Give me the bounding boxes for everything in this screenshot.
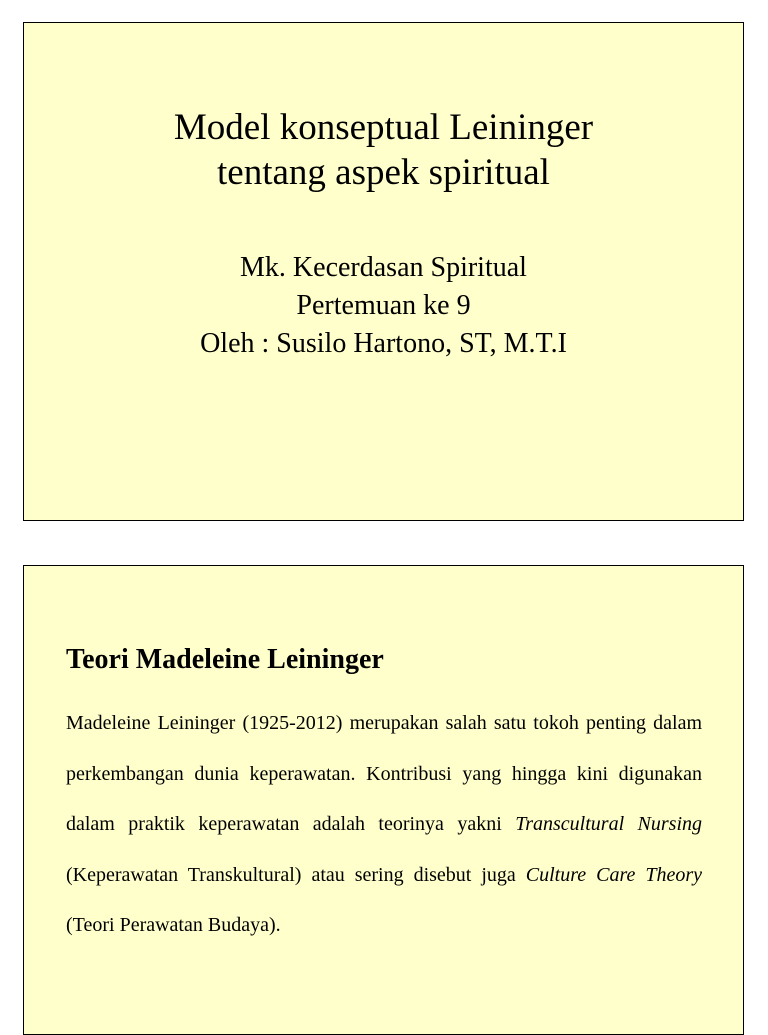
slide-title: [24, 105, 743, 195]
title-line-1: Model konseptual Leininger: [173, 107, 594, 148]
paragraph-text-2: (Keperawatan Transkultural) atau sering disebut juga: [66, 863, 526, 886]
paragraph-text-3: (Teori Perawatan Budaya).: [66, 914, 281, 936]
title-line-2: tentang aspek spiritual: [217, 152, 550, 193]
course-name: Mk. Kecerdasan Spiritual: [240, 252, 527, 283]
author: Oleh : Susilo Hartono, ST, M.T.I: [200, 328, 567, 359]
italic-term-culture-care-theory: Culture Care Theory: [525, 863, 702, 886]
slide-subtitle: [24, 249, 743, 363]
paragraph-text-1: Madeleine Leininger (1925-2012) merupakan salah satu tokoh penting dalam perkembangan dunia keperawatan. Kontribusi yang hingga kini digunakan dalam praktik keperawatan adalah teorinya yakni: [66, 712, 702, 835]
meeting-number: Pertemuan ke 9: [296, 290, 471, 321]
title-slide: [23, 22, 744, 521]
italic-term-transcultural-nursing: Transcultural Nursing: [515, 813, 702, 835]
body-paragraph: [66, 698, 702, 951]
section-heading: Teori Madeleine Leininger: [66, 644, 384, 675]
content-slide: [23, 565, 744, 1035]
